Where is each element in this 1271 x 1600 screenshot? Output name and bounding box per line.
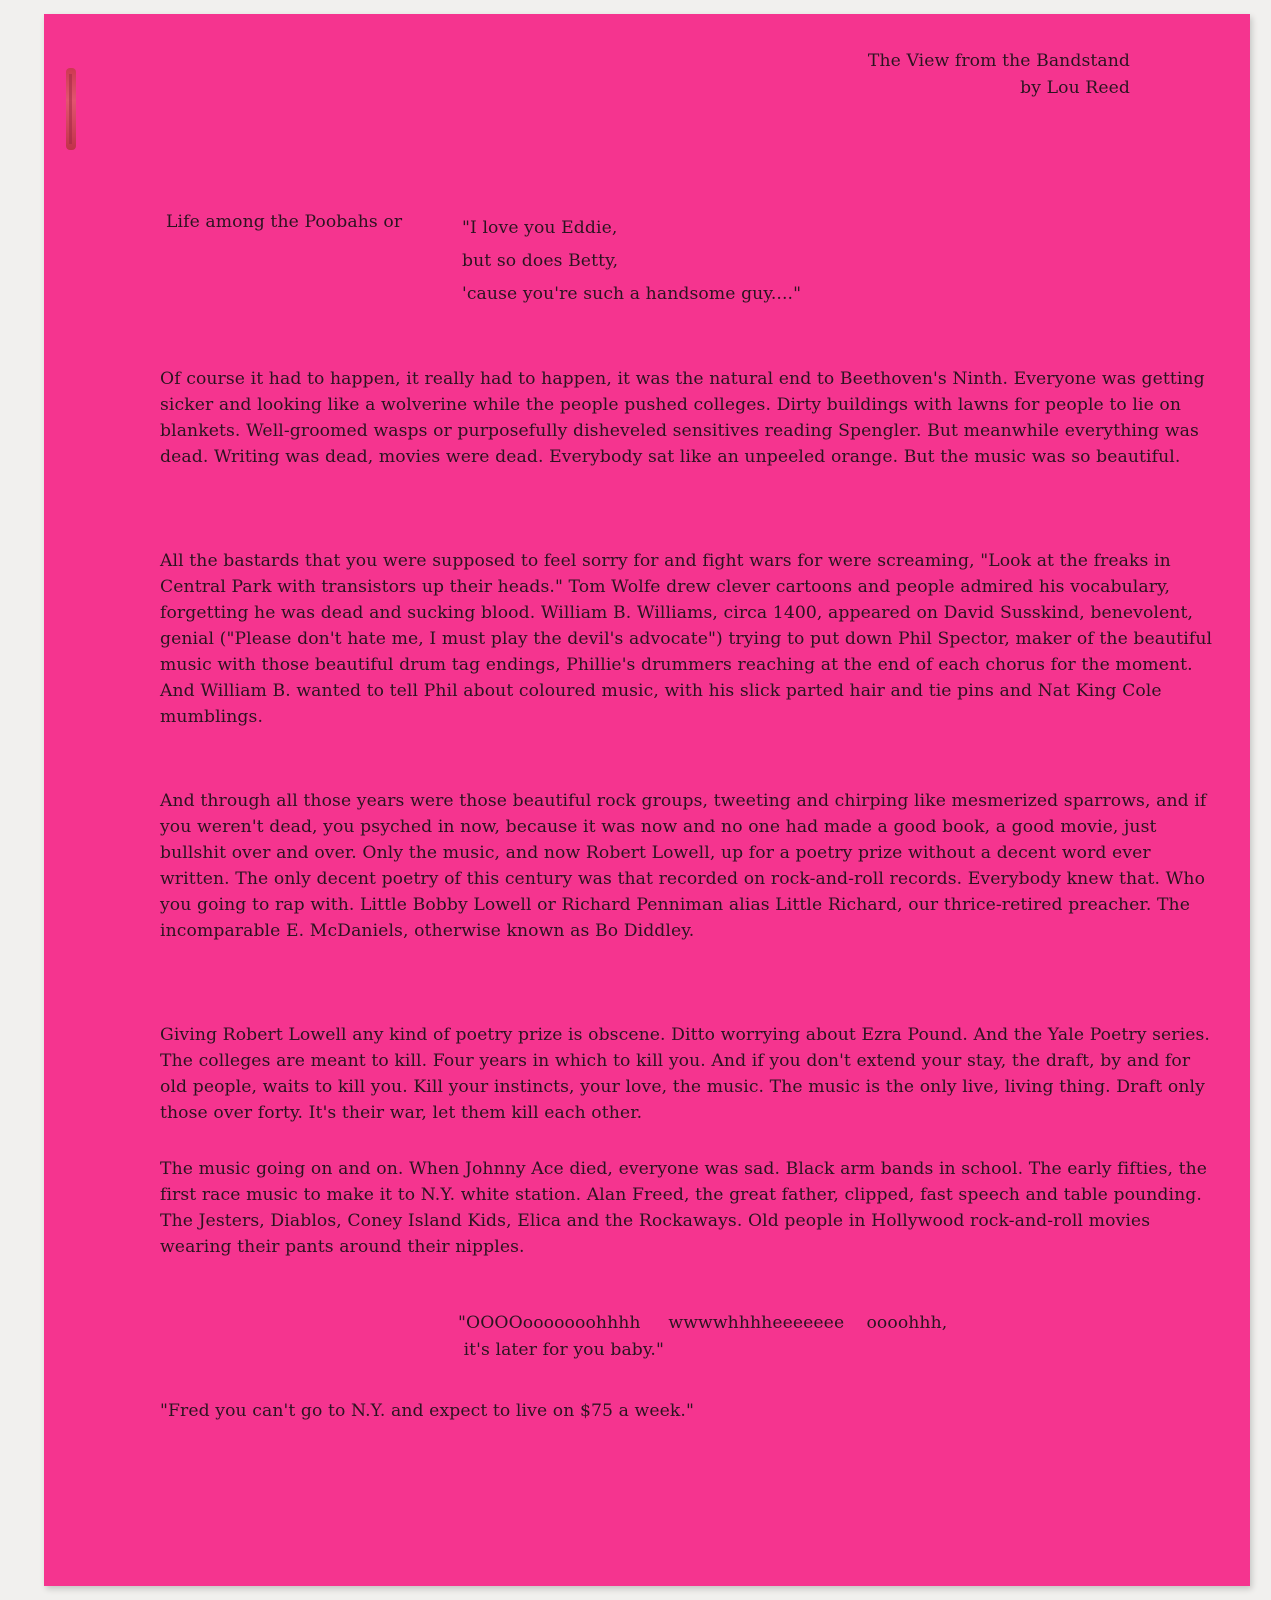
article-byline: by Lou Reed xyxy=(1020,78,1130,98)
paragraph-4 xyxy=(160,1022,1220,1126)
paragraph-1 xyxy=(160,366,1220,470)
epigraph-line: but so does Betty, xyxy=(462,251,619,271)
paragraph-text: Giving Robert Lowell any kind of poetry prize is obscene. Ditto worrying about Ezra Pound. And the Yale Poetry series. The colleges are meant to kill. Four years in which to kill you. And if you don't extend your stay, the draft, by and for old people, waits to kill you. Kill your instincts, your love, the music. The music is the only live, living thing. Draft only those over forty. It's their war, let them kill each other. xyxy=(160,1025,1210,1123)
paragraph-text: The music going on and on. When Johnny Ace died, everyone was sad. Black arm bands in school. The early fifties, the first race music to make it to N.Y. white station. Alan Freed, the great father, clipped, fast speech and table pounding. The Jesters, Diablos, Coney Island Kids, Elica and the Rockaways. Old people in Hollywood rock-and-roll movies wearing their pants around their nipples. xyxy=(160,1159,1208,1257)
closing-quote: "Fred you can't go to N.Y. and expect to live on $75 a week." xyxy=(160,1401,694,1421)
paragraph-2 xyxy=(160,548,1220,730)
epigraph-line: 'cause you're such a handsome guy...." xyxy=(462,284,802,304)
epigraph-quote xyxy=(462,212,801,311)
article-title: The View from the Bandstand xyxy=(867,51,1130,71)
epigraph-lead: Life among the Poobahs or xyxy=(166,212,403,232)
paragraph-5 xyxy=(160,1156,1220,1260)
lyric-quote xyxy=(458,1310,947,1364)
lyric-line: "OOOOooooooohhhh wwwwhhhheeeeeee oooohhh, xyxy=(458,1313,948,1333)
header xyxy=(868,48,1130,102)
paragraph-text: And through all those years were those beautiful rock groups, tweeting and chirping like mesmerized sparrows, and if you weren't dead, you psyched in now, because it was now and no one had made a good book, a good movie, just bullshit over and over. Only the music, and now Robert Lowell, up for a poetry prize without a decent word ever written. The only decent poetry of this century was that recorded on rock-and-roll records. Everybody knew that. Who you going to rap with. Little Bobby Lowell or Richard Penniman alias Little Richard, our thrice-retired preacher. The incomparable E. McDaniels, otherwise known as Bo Diddley. xyxy=(160,791,1207,941)
paragraph-text: Of course it had to happen, it really had to happen, it was the natural end to Beethoven's Ninth. Everyone was getting sicker and looking like a wolverine while the people pushed colleges. Dirty buildings with lawns for people to lie on blankets. Well-groomed wasps or purposefully disheveled sensitives reading Spengler. But meanwhile everything was dead. Writing was dead, movies were dead. Everybody sat like an unpeeled orange. But the music was so beautiful. xyxy=(160,369,1205,467)
lyric-line: it's later for you baby." xyxy=(458,1340,665,1360)
staple-mark xyxy=(66,68,76,150)
paragraph-3 xyxy=(160,788,1220,944)
paragraph-text: All the bastards that you were supposed to feel sorry for and fight wars for were screaming, "Look at the freaks in Central Park with transistors up their heads." Tom Wolfe drew clever cartoons and people admired his vocabulary, forgetting he was dead and sucking blood. William B. Williams, circa 1400, appeared on David Susskind, benevolent, genial ("Please don't hate me, I must play the devil's advocate") trying to put down Phil Spector, maker of the beautiful music with those beautiful drum tag endings, Phillie's drummers reaching at the end of each chorus for the moment. And William B. wanted to tell Phil about coloured music, with his slick parted hair and tie pins and Nat King Cole mumblings. xyxy=(160,551,1213,727)
pink-typewritten-page xyxy=(44,14,1250,1586)
epigraph-line: "I love you Eddie, xyxy=(462,218,618,238)
